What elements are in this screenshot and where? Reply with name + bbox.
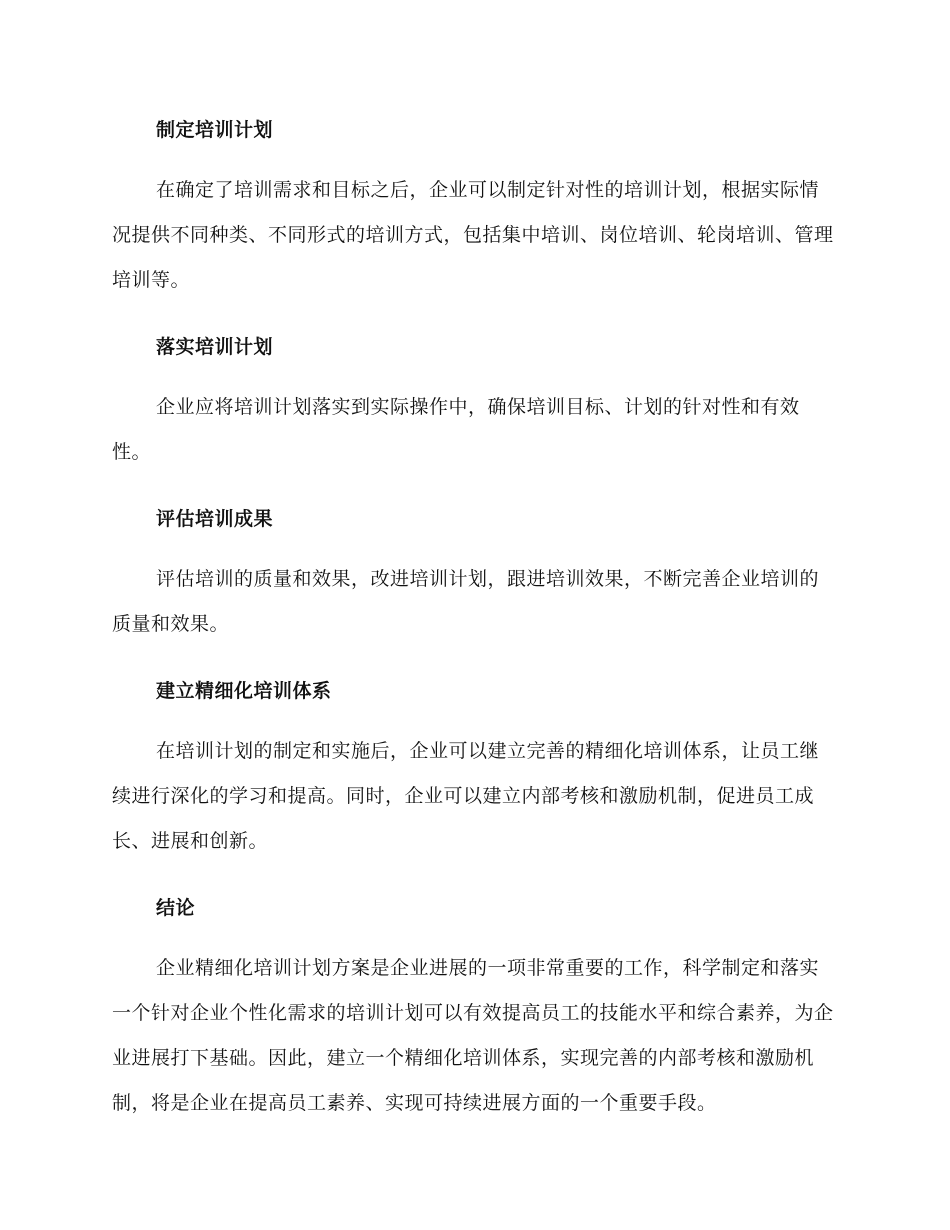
- section-heading-conclusion: 结论: [156, 897, 196, 919]
- section-heading-evaluate-results: 评估培训成果: [156, 508, 274, 530]
- section-heading-build-system: 建立精细化培训体系: [156, 680, 332, 702]
- section-body-conclusion: 企业精细化培训计划方案是企业进展的一项非常重要的工作，科学制定和落实一个针对企业个性化需求的培训计划可以有效提高员工的技能水平和综合素养，为企业进展打下基础。因此，建立一个精细化培训体系，实现完善的内部考核和激励机制，将是企业在提高员工素养、实现可持续进展方面的一个重要手段。: [112, 957, 834, 1114]
- section-heading-implement-plan: 落实培训计划: [156, 336, 274, 358]
- section-body-build-system: 在培训计划的制定和实施后，企业可以建立完善的精细化培训体系，让员工继续进行深化的学习和提高。同时，企业可以建立内部考核和激励机制，促进员工成长、进展和创新。: [112, 740, 820, 852]
- section-body-evaluate-results: 评估培训的质量和效果，改进培训计划，跟进培训效果，不断完善企业培训的质量和效果。: [112, 568, 820, 635]
- section-body-implement-plan: 企业应将培训计划落实到实际操作中，确保培训目标、计划的针对性和有效性。: [112, 396, 800, 463]
- section-body-training-plan: 在确定了培训需求和目标之后，企业可以制定针对性的培训计划，根据实际情况提供不同种类、不同形式的培训方式，包括集中培训、岗位培训、轮岗培训、管理培训等。: [112, 179, 834, 291]
- section-heading-training-plan: 制定培训计划: [156, 119, 274, 141]
